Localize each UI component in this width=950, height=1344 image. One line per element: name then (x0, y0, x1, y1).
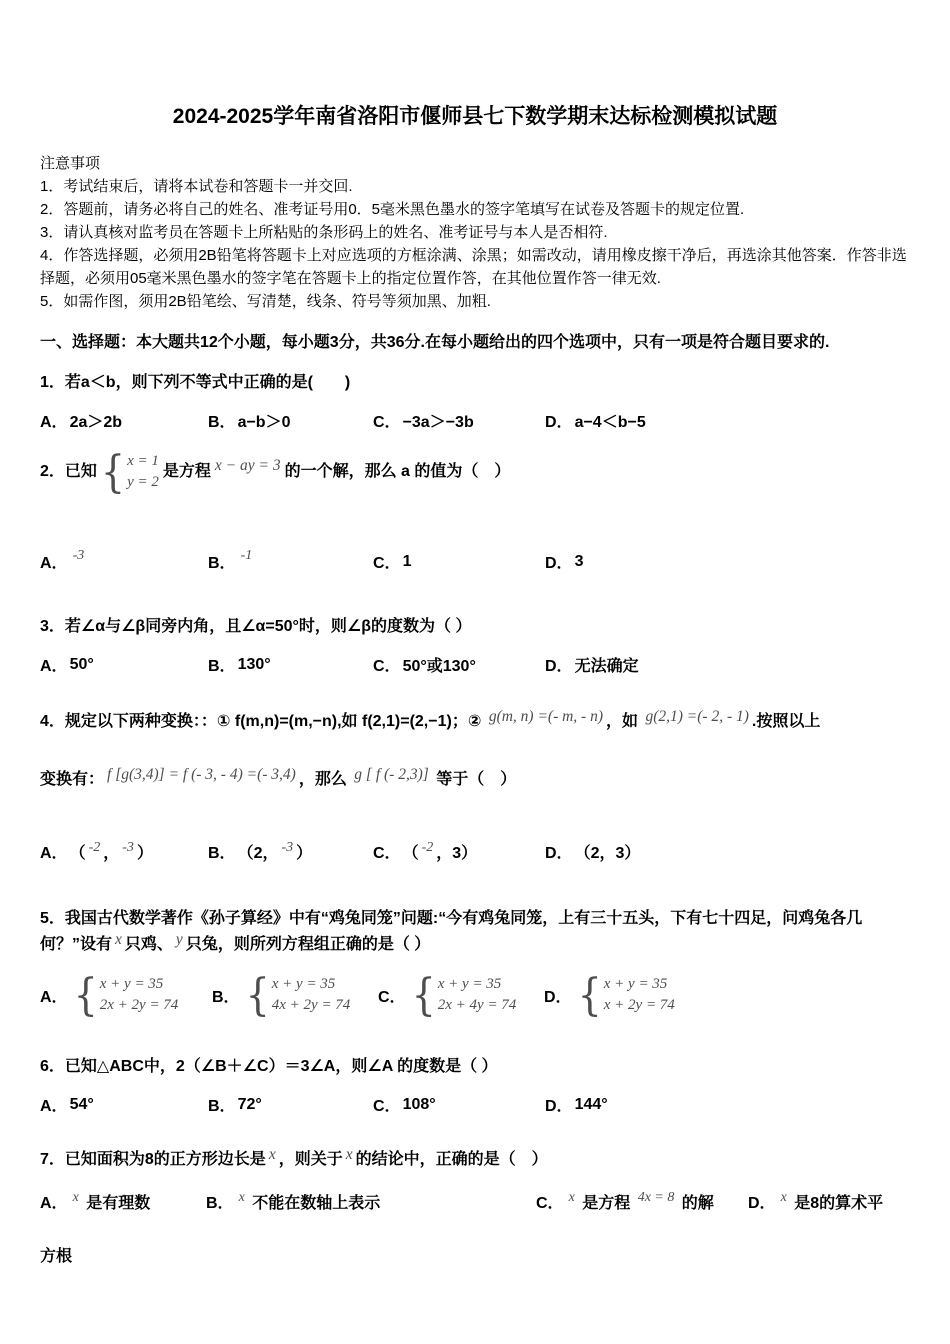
question-7 (40, 1148, 910, 1266)
option-label: B． (208, 658, 236, 675)
math-segment: x (345, 1146, 353, 1163)
option-label: C． (373, 1098, 401, 1115)
option-label: D． (545, 414, 573, 431)
note-item-3: 3．请认真核对监考员在答题卡上所粘贴的条形码上的姓名、准考证号与本人是否相符. (40, 224, 608, 241)
math-segment: -2 (88, 840, 101, 855)
option-label: B． (208, 1098, 236, 1115)
system-line-1: x + y = 35 (99, 976, 164, 992)
q3-option-a (40, 653, 208, 676)
question-4-stem-line1 (40, 710, 910, 734)
option-text (566, 1190, 714, 1213)
question-2 (40, 446, 910, 573)
text-segment: ，则关于 (278, 1151, 343, 1168)
question-7-options (40, 1190, 910, 1213)
q5-option-d (544, 969, 910, 1021)
q4-option-a (40, 840, 208, 863)
equation-system (73, 969, 179, 1021)
option-label: A． (40, 658, 68, 675)
q5-option-c (378, 969, 544, 1021)
q6-option-c (373, 1093, 545, 1116)
text-segment: ，如 (606, 713, 643, 730)
question-5-stem-line1: 5．我国古代数学著作《孙子算经》中有“鸡兔同笼”问题:“今有鸡兔同笼，上有三十五头，下有七十四足，问鸡兔各几 (40, 910, 863, 927)
note-item-4: 4．作答选择题，必须用2B铅笔将答题卡上对应选项的方框涂满、涂黑；如需改动，请用橡皮擦干净后，再选涂其他答案．作答非选择题，必须用05毫米黑色墨水的签字笔在答题卡上的指定位置作答，在其他位置作答一律无效. (40, 247, 907, 287)
option-label: C． (378, 988, 406, 1006)
text-segment: ） (136, 845, 153, 862)
math-segment: x (115, 931, 122, 948)
question-6-stem: 6．已知△ABC中，2（∠B＋∠C）＝3∠A，则∠A 的度数是（ ） (40, 1058, 498, 1075)
option-text: 50° (69, 655, 94, 673)
option-text: 无法确定 (574, 658, 639, 675)
option-text (70, 840, 153, 863)
system-line-2: 2x + 4y = 74 (437, 997, 517, 1013)
note-item-1: 1．考试结束后，请将本试卷和答题卡一并交回. (40, 178, 353, 195)
q1-option-c (373, 409, 545, 432)
option-text (238, 547, 256, 571)
q7-option-d-continuation: 方根 (40, 1248, 73, 1265)
q4-option-d (545, 840, 910, 863)
math-segment: -2 (421, 840, 434, 855)
q2-prefix: 2．已知 (40, 463, 97, 480)
question-5-stem-line2 (40, 933, 910, 957)
q4-option-b (208, 840, 373, 863)
option-text (575, 553, 584, 571)
question-3 (40, 615, 910, 676)
option-label: C． (536, 1195, 564, 1212)
notes-header: 注意事项 (40, 155, 101, 172)
equation-system (411, 969, 517, 1021)
equation-system (100, 446, 159, 498)
section-heading: 一、选择题：本大题共12个小题，每小题3分，共36分.在每小题给出的四个选项中，只有一项是符合题目要求的. (40, 334, 830, 351)
option-text: 2a＞2b (69, 414, 123, 431)
math-segment: -3 (72, 547, 85, 563)
q5-option-a (40, 969, 212, 1021)
question-1-options (40, 409, 910, 432)
q3-option-c (373, 653, 545, 676)
left-brace-icon: { (411, 969, 436, 1021)
option-text: 108° (402, 1095, 436, 1113)
system-line-1: x = 1 (127, 453, 159, 469)
q6-option-d (545, 1093, 910, 1116)
left-brace-icon: { (100, 446, 126, 498)
text-segment: 只鸡、 (124, 936, 173, 953)
q1-option-a (40, 409, 208, 432)
option-label: A． (40, 845, 68, 862)
math-segment: x (72, 1190, 79, 1205)
text-segment: 是有理数 (81, 1195, 151, 1212)
q7-option-a (40, 1190, 206, 1213)
option-label: D． (748, 1195, 776, 1212)
question-1 (40, 371, 910, 432)
option-label: B． (212, 988, 240, 1006)
text-segment: 的结论中，正确的是（ ） (355, 1151, 548, 1168)
text-segment: （2， (237, 845, 279, 862)
option-label: B． (208, 845, 236, 862)
text-segment: 3 (574, 552, 584, 570)
option-label: B． (206, 1195, 234, 1212)
text-segment: 4．规定以下两种变换：：① f(m,n)=(m,−n),如 f(2,1)=(2,−1)；② (40, 713, 486, 730)
math-segment: -3 (122, 840, 134, 855)
text-segment: 1 (402, 552, 412, 570)
text-segment: ，那么 (298, 771, 352, 788)
text-segment: 等于（ ） (431, 771, 517, 788)
option-label: C． (373, 414, 401, 431)
left-brace-icon: { (245, 969, 270, 1021)
text-segment: .按照以上 (751, 713, 821, 730)
text-segment: 7．已知面积为8的正方形边长是 (40, 1151, 266, 1168)
q6-option-a (40, 1093, 208, 1116)
question-6 (40, 1055, 910, 1116)
option-text (70, 547, 88, 571)
math-segment: x (238, 1190, 245, 1205)
option-text: 144° (574, 1095, 608, 1113)
math-segment: x (268, 1146, 276, 1163)
system-lines (127, 452, 159, 492)
option-label: C． (373, 658, 401, 675)
equation-system (577, 969, 675, 1021)
math-segment: x (568, 1190, 575, 1205)
option-text (238, 840, 313, 863)
q5-option-b (212, 969, 378, 1021)
option-text: 50°或130° (402, 658, 476, 675)
option-label: D． (545, 555, 573, 572)
q7-option-d (748, 1190, 910, 1213)
math-segment: g [ f (- 2,3)] (354, 766, 429, 783)
system-line-1: x + y = 35 (437, 976, 502, 992)
q2-option-b (208, 547, 373, 573)
option-label: A． (40, 1098, 68, 1115)
math-segment: x (780, 1190, 787, 1205)
option-text (236, 1190, 381, 1213)
q6-option-b (208, 1093, 373, 1116)
text-segment: （ (69, 845, 86, 862)
q2-equation: x − ay = 3 (214, 457, 281, 474)
option-text: 54° (69, 1095, 94, 1113)
equation-system (245, 969, 351, 1021)
option-text (70, 1190, 151, 1213)
q2-suffix: 的一个解，那么 a 的值为（ ） (284, 463, 511, 480)
text-segment: ，3） (436, 845, 478, 862)
note-item-2: 2．答题前，请务必将自己的姓名、准考证号用0．5毫米黑色墨水的签字笔填写在试卷及答题卡的规定位置. (40, 201, 745, 218)
q1-option-b (208, 409, 373, 432)
text-segment: ， (103, 845, 120, 862)
note-item-5: 5．如需作图，须用2B铅笔绘、写清楚，线条、符号等须加黑、加粗. (40, 293, 491, 310)
system-line-2: 2x + 2y = 74 (99, 997, 179, 1013)
text-segment: （ (402, 845, 419, 862)
question-1-stem: 1．若a＜b，则下列不等式中正确的是( ) (40, 374, 351, 391)
math-segment: g(2,1) =(- 2, - 1) (645, 708, 749, 725)
option-label: B． (208, 414, 236, 431)
option-text (778, 1190, 884, 1213)
option-text (403, 553, 412, 571)
q7-option-c (536, 1190, 748, 1213)
option-text: −3a＞−3b (402, 414, 474, 431)
question-3-options (40, 653, 910, 676)
system-line-2: x + 2y = 74 (603, 997, 675, 1013)
text-segment: 不能在数轴上表示 (247, 1195, 381, 1212)
option-label: D． (545, 658, 573, 675)
math-segment: 4x = 8 (637, 1190, 675, 1205)
q3-option-d (545, 653, 910, 676)
q3-option-b (208, 653, 373, 676)
q4-option-c (373, 840, 545, 863)
left-brace-icon: { (577, 969, 602, 1021)
q2-mid: 是方程 (162, 463, 211, 480)
option-label: C． (373, 555, 401, 572)
page-title: 2024-2025学年南省洛阳市偃师县七下数学期末达标检测模拟试题 (172, 105, 778, 128)
text-segment: 是8的算术平 (789, 1195, 884, 1212)
text-segment: 是方程 (577, 1195, 635, 1212)
q7-option-b (206, 1190, 536, 1213)
math-segment: y (175, 931, 183, 948)
text-segment: （2，3） (574, 845, 641, 862)
option-text: 72° (237, 1095, 262, 1113)
question-4-stem-line2 (40, 768, 910, 792)
text-segment: 何？”设有 (40, 936, 113, 953)
option-text: 130° (237, 655, 271, 673)
left-brace-icon: { (73, 969, 98, 1021)
text-segment: ） (296, 845, 313, 862)
option-label: C． (373, 845, 401, 862)
notes-section (40, 152, 910, 313)
q2-option-d (545, 550, 910, 573)
option-label: A． (40, 1195, 68, 1212)
option-text (575, 840, 641, 863)
system-line-1: x + y = 35 (271, 976, 336, 992)
question-6-options (40, 1093, 910, 1116)
text-segment: 的解 (677, 1195, 714, 1212)
question-5-options (40, 969, 910, 1021)
math-segment: -3 (281, 840, 294, 855)
question-5 (40, 907, 910, 1021)
option-text: a−4＜b−5 (574, 414, 646, 431)
math-segment: -1 (240, 547, 253, 563)
question-2-stem (40, 446, 910, 498)
question-4 (40, 710, 910, 863)
question-2-options (40, 547, 910, 573)
q2-option-c (373, 550, 545, 573)
question-4-options (40, 840, 910, 863)
system-line-2: y = 2 (127, 474, 159, 490)
option-label: A． (40, 414, 68, 431)
question-7-stem (40, 1148, 910, 1172)
text-segment: 只兔，则所列方程组正确的是（ ） (185, 936, 431, 953)
option-label: B． (208, 555, 236, 572)
option-label: A． (40, 555, 68, 572)
question-3-stem: 3．若∠α与∠β同旁内角，且∠α=50°时，则∠β的度数为（ ） (40, 618, 472, 635)
option-text: a−b＞0 (237, 414, 291, 431)
text-segment: 变换有： (40, 771, 105, 788)
math-segment: f [g(3,4)] = f (- 3, - 4) =(- 3,4) (107, 766, 296, 783)
system-line-2: 4x + 2y = 74 (271, 997, 351, 1013)
option-label: A． (40, 988, 68, 1006)
math-segment: g(m, n) =(- m, - n) (488, 708, 604, 725)
option-label: D． (545, 1098, 573, 1115)
option-label: D． (544, 988, 572, 1006)
q1-option-d (545, 409, 910, 432)
system-line-1: x + y = 35 (603, 976, 668, 992)
option-label: D． (545, 845, 573, 862)
q2-option-a (40, 547, 208, 573)
option-text (403, 840, 478, 863)
